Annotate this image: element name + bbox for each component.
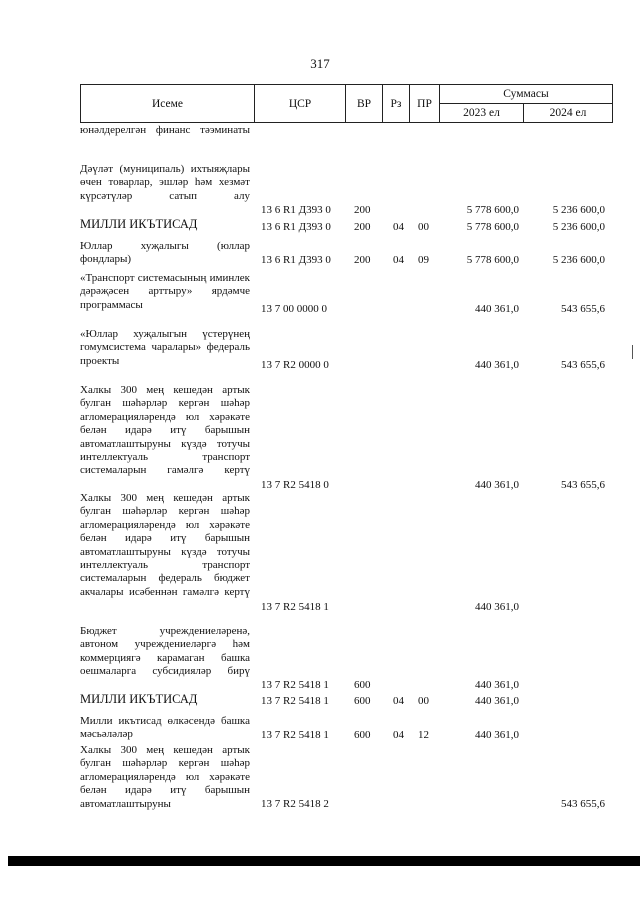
row-csr: 13 7 R2 5418 2 xyxy=(261,797,329,810)
table-row xyxy=(80,163,612,217)
row-csr: 13 7 R2 5418 0 xyxy=(261,478,329,491)
row-csr: 13 7 R2 5418 1 xyxy=(261,600,329,613)
row-vr: 200 xyxy=(354,253,371,266)
header-csr: ЦСР xyxy=(255,85,346,123)
row-name: юнәлдерелгән финанс тәэминаты xyxy=(80,124,250,136)
page-number: 317 xyxy=(310,56,330,71)
row-sum-2024: 543 655,6 xyxy=(561,302,605,315)
budget-table-body xyxy=(80,124,612,811)
row-sum-2023: 440 361,0 xyxy=(475,678,519,691)
table-row xyxy=(80,625,612,692)
row-pr: 09 xyxy=(418,253,429,266)
table-row xyxy=(80,124,612,151)
header-name: Исеме xyxy=(81,85,255,123)
table-row xyxy=(80,328,612,372)
row-name: МИЛЛИ ИКЪТИСАД xyxy=(80,692,198,706)
row-vr: 600 xyxy=(354,728,371,741)
table-row xyxy=(80,384,612,492)
row-sum-2023: 440 361,0 xyxy=(475,600,519,613)
header-rz: Рз xyxy=(383,85,410,123)
row-name: Милли икътисад өлкәсендә башка мәсьәләләр xyxy=(80,715,250,741)
row-csr: 13 6 R1 Д393 0 xyxy=(261,203,331,216)
row-name: Бюджет учреждениеләренә, автоном учреждениеләргә һәм коммерциягә карамаган башка оешмаларга субсидияләр бирү xyxy=(80,625,250,678)
row-vr: 200 xyxy=(354,220,371,233)
row-name: Юллар хуҗалыгы (юллар фондлары) xyxy=(80,240,250,266)
row-csr: 13 7 R2 0000 0 xyxy=(261,358,329,371)
table-row xyxy=(80,272,612,316)
row-csr: 13 6 R1 Д393 0 xyxy=(261,253,331,266)
table-row xyxy=(80,240,612,267)
row-pr: 12 xyxy=(418,728,429,741)
scan-edge-mark xyxy=(632,345,633,359)
header-sums: Суммасы xyxy=(440,85,613,104)
table-row xyxy=(80,217,612,234)
row-sum-2024: 5 236 600,0 xyxy=(552,203,605,216)
row-csr: 13 7 R2 5418 1 xyxy=(261,694,329,707)
row-rz: 04 xyxy=(393,728,404,741)
row-csr: 13 7 R2 5418 1 xyxy=(261,728,329,741)
row-name: Дәүләт (муниципаль) ихтыяҗлары өчен товарлар, эшләр һәм хезмәт күрсәтүләр сатып алу xyxy=(80,163,250,202)
header-pr: ПР xyxy=(410,85,440,123)
row-sum-2024: 543 655,6 xyxy=(561,478,605,491)
table-row xyxy=(80,715,612,742)
header-2023: 2023 ел xyxy=(440,104,524,123)
row-sum-2023: 440 361,0 xyxy=(475,358,519,371)
row-vr: 200 xyxy=(354,203,371,216)
row-sum-2023: 440 361,0 xyxy=(475,728,519,741)
row-vr: 600 xyxy=(354,694,371,707)
table-row xyxy=(80,692,612,708)
table-row xyxy=(80,744,612,811)
row-rz: 04 xyxy=(393,253,404,266)
row-sum-2023: 440 361,0 xyxy=(475,478,519,491)
table-row xyxy=(80,492,612,614)
row-name: «Транспорт системасының иминлек дәрәҗәсен арттыру» ярдәмче программасы xyxy=(80,272,250,311)
row-sum-2023: 5 778 600,0 xyxy=(466,253,519,266)
row-name: Халкы 300 мең кешедән артык булган шәһәрләр кергән шәһәр агломерацияләрендә юл хәрәкәте белән идарә итү барышын автоматлаштыруны күздә тотучы интеллектуаль транспорт системаларын гамәлгә кертү xyxy=(80,384,250,477)
row-rz: 04 xyxy=(393,694,404,707)
row-name: МИЛЛИ ИКЪТИСАД xyxy=(80,217,198,231)
row-sum-2024: 5 236 600,0 xyxy=(552,220,605,233)
row-name: «Юллар хуҗалыгын үстерүнең гомумсистема чаралары» федераль проекты xyxy=(80,328,250,367)
row-csr: 13 7 00 0000 0 xyxy=(261,302,327,315)
row-sum-2023: 440 361,0 xyxy=(475,302,519,315)
scan-bottom-bar xyxy=(8,856,640,866)
row-sum-2024: 5 236 600,0 xyxy=(552,253,605,266)
row-vr: 600 xyxy=(354,678,371,691)
row-pr: 00 xyxy=(418,220,429,233)
row-name: Халкы 300 мең кешедән артык булган шәһәрләр кергән шәһәр агломерацияләрендә юл хәрәкәте белән идарә итү барышын автоматлаштыруны xyxy=(80,744,250,810)
row-sum-2023: 5 778 600,0 xyxy=(466,203,519,216)
row-csr: 13 7 R2 5418 1 xyxy=(261,678,329,691)
row-sum-2023: 440 361,0 xyxy=(475,694,519,707)
row-csr: 13 6 R1 Д393 0 xyxy=(261,220,331,233)
row-sum-2024: 543 655,6 xyxy=(561,358,605,371)
row-pr: 00 xyxy=(418,694,429,707)
row-sum-2023: 5 778 600,0 xyxy=(466,220,519,233)
table-header xyxy=(80,84,613,123)
row-name: Халкы 300 мең кешедән артык булган шәһәрләр кергән шәһәр агломерацияләрендә юл хәрәкәте белән идарә итү барышын автоматлаштыруны күздә тотучы интеллектуаль транспорт системаларын федераль бюджет акчалары исәбеннән гамәлгә кертү xyxy=(80,492,250,598)
row-sum-2024: 543 655,6 xyxy=(561,797,605,810)
row-rz: 04 xyxy=(393,220,404,233)
header-vr: ВР xyxy=(346,85,383,123)
header-2024: 2024 ел xyxy=(524,104,613,123)
